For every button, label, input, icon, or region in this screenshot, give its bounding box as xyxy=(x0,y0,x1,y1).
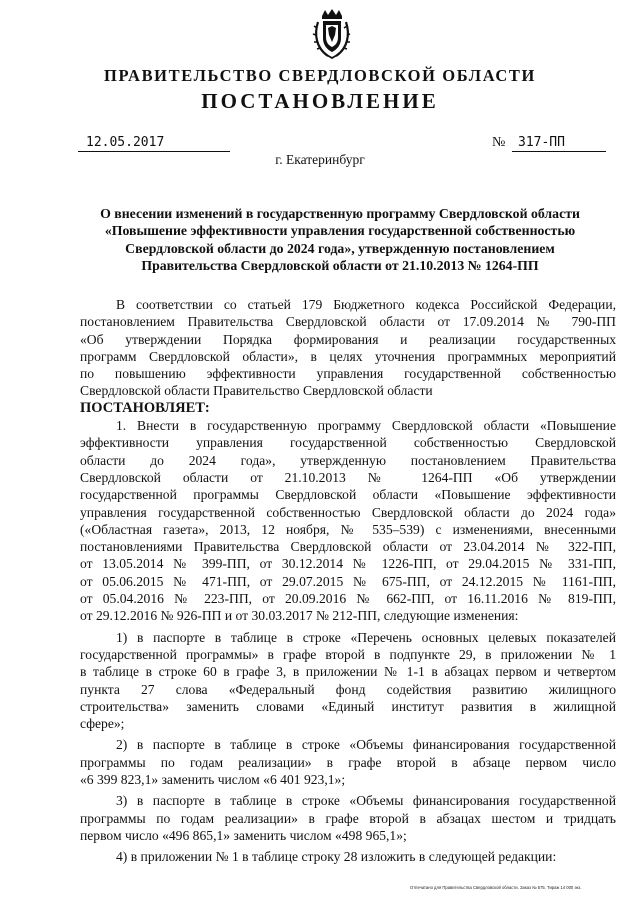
document-number: 317-ПП xyxy=(512,134,606,152)
body-line: в таблице в строке 60 в графе 3, в приложении № 1-1 в абзацах первом и четвертом xyxy=(80,664,616,680)
government-name-heading: ПРАВИТЕЛЬСТВО СВЕРДЛОВСКОЙ ОБЛАСТИ xyxy=(104,66,536,85)
body-line: от 05.06.2015 № 471-ПП, от 29.07.2015 № 675-ПП, от 24.12.2015 № 1161-ПП, xyxy=(80,573,616,589)
body-line: по повышению эффективности управления государственной собственностью xyxy=(80,366,616,382)
body-line: Свердловской области от 21.10.2013 № 1264-ПП «Об утверждении xyxy=(80,469,616,485)
title-line: Правительства Свердловской области от 21.10.2013 № 1264-ПП xyxy=(141,258,539,274)
body-line: от 13.05.2014 № 399-ПП, от 30.12.2014 № 1226-ПП, от 29.04.2015 № 331-ПП, xyxy=(80,556,616,572)
body-line: В соответствии со статьей 179 Бюджетного кодекса Российской Федерации, xyxy=(116,297,616,312)
body-line: постановлениями Правительства Свердловской области от 23.04.2014 № 322-ПП, xyxy=(80,539,616,555)
title-line: Свердловской области до 2024 года», утвержденную постановлением xyxy=(125,240,555,256)
body-line: от 05.04.2016 № 223-ПП, от 20.09.2016 № 662-ПП, от 16.11.2016 № 819-ПП, xyxy=(80,591,616,607)
title-line: «Повышение эффективности управления государственной собственностью xyxy=(104,223,576,239)
body-line: государственной программы» в графе второй в подпункте 29, в приложении № 1 xyxy=(80,646,616,662)
document-title xyxy=(70,205,610,275)
body-line: 2) в паспорте в таблице в строке «Объемы финансирования государственной xyxy=(116,737,616,753)
document-city: г. Екатеринбург xyxy=(275,152,365,167)
body-line: постановлением Правительства Свердловской области от 17.09.2014 № 790-ПП xyxy=(80,314,616,330)
body-line: программ Свердловской области», в целях уточнения программных мероприятий xyxy=(80,348,616,364)
body-line: сфере»; xyxy=(80,716,125,732)
body-line: пункта 27 слова «Федеральный фонд содействия развитию жилищного xyxy=(80,681,616,697)
body-line: («Областная газета», 2013, 12 ноября, № 535–539) с изменениями, внесенными xyxy=(80,521,616,537)
body-line: 4) в приложении № 1 в таблице строку 28 изложить в следующей редакции: xyxy=(116,849,557,865)
decree-keyword: ПОСТАНОВЛЯЕТ: xyxy=(80,399,210,416)
body-line: государственной программы Свердловской области «Повышение эффективности xyxy=(80,487,616,503)
body-line: строительства» заменить словами «Единый институт развития в жилищной xyxy=(80,698,616,714)
body-line: программы по годам реализации» в графе второй в абзацах шестом и тридцать xyxy=(80,810,616,826)
number-sign: № xyxy=(492,135,506,150)
body-line: от 29.12.2016 № 926-ПП и от 30.03.2017 № 212-ПП, следующие изменения: xyxy=(80,608,519,624)
body-line: эффективности управления государственной собственностью Свердловской xyxy=(80,435,616,451)
body-line: 1) в паспорте в таблице в строке «Перечень основных целевых показателей xyxy=(116,629,616,645)
body-line: области до 2024 года», утвержденную постановлением Правительства xyxy=(80,452,616,468)
body-line: «Об утверждении Порядка формирования и реализации государственных xyxy=(80,331,616,347)
coat-of-arms-emblem-icon xyxy=(312,8,352,60)
body-line: «6 399 823,1» заменить числом «6 401 923,1»; xyxy=(80,772,346,788)
body-line: программы по годам реализации» в графе второй в абзаце первом число xyxy=(80,754,616,770)
title-line: О внесении изменений в государственную программу Свердловской области xyxy=(100,206,580,221)
document-body xyxy=(80,296,616,866)
body-line: 3) в паспорте в таблице в строке «Объемы финансирования государственной xyxy=(116,793,616,809)
body-line: управления государственной собственностью Свердловской области до 2024 года» xyxy=(80,504,616,520)
document-type-heading: ПОСТАНОВЛЕНИЕ xyxy=(201,89,439,113)
body-line: первом число «496 865,1» заменить числом «498 965,1»; xyxy=(80,827,407,843)
document-date: 12.05.2017 xyxy=(78,134,230,152)
print-footnote: Отпечатано для Правительства Свердловской области. Заказ № 575. Тираж 14 000 экз. xyxy=(410,885,582,890)
body-line: Свердловской области Правительство Свердловской области xyxy=(80,383,433,399)
body-line: 1. Внести в государственную программу Свердловской области «Повышение xyxy=(116,418,616,434)
